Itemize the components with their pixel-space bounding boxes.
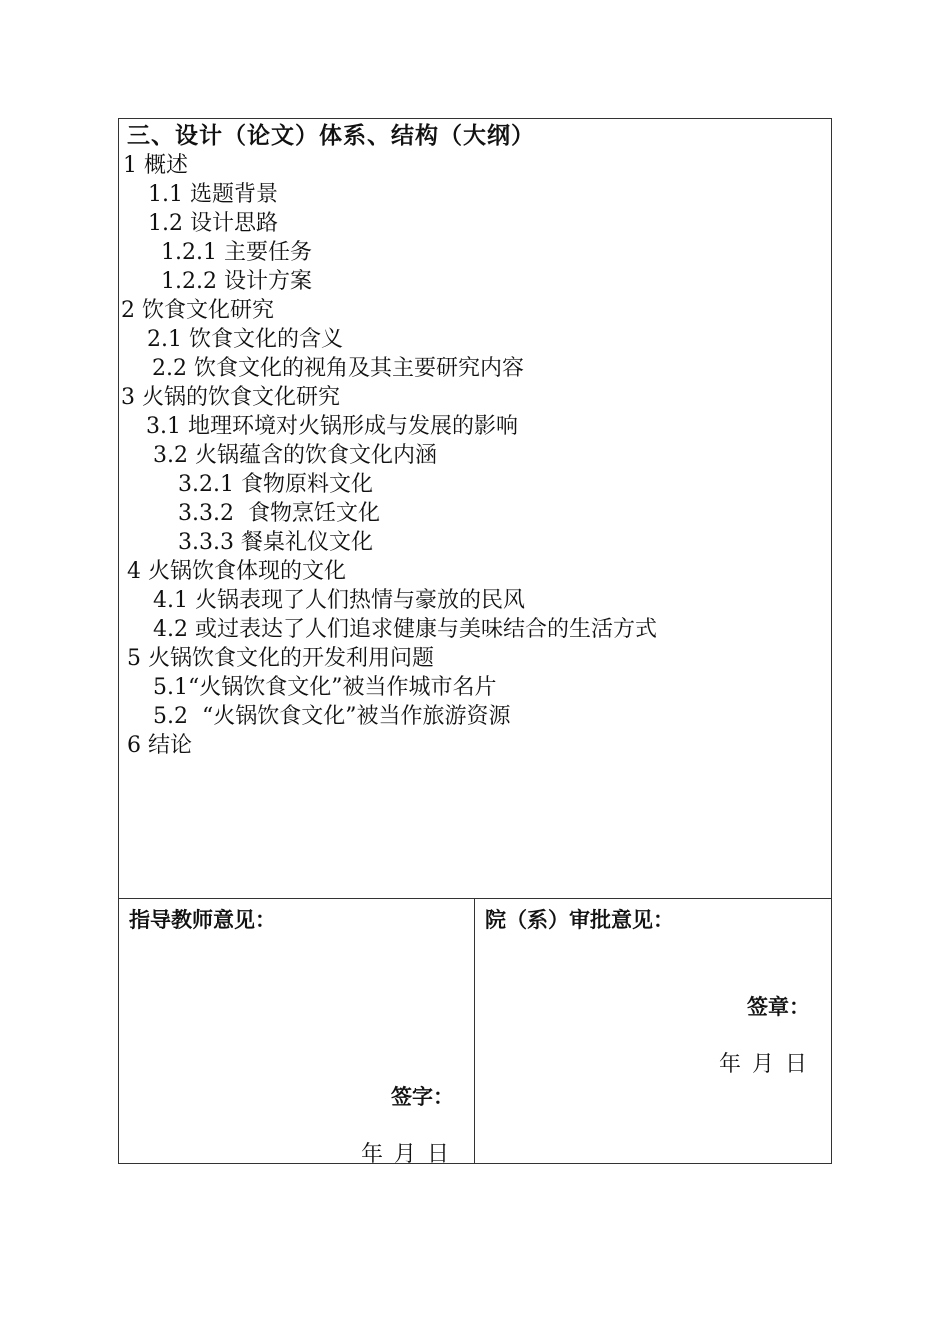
- outline-item: 6 结论: [127, 733, 192, 758]
- outline-item: 5.1“火锅饮食文化”被当作城市名片: [153, 675, 497, 700]
- outline-item: 2.2 饮食文化的视角及其主要研究内容: [152, 356, 524, 381]
- outline-item: 3.1 地理环境对火锅形成与发展的影响: [146, 414, 518, 439]
- advisor-opinion-cell: [119, 899, 475, 1167]
- advisor-sign-label: 签字：: [391, 1084, 454, 1109]
- department-approval-title: 院（系）审批意见：: [485, 907, 674, 932]
- outline-item: 4.1 火锅表现了人们热情与豪放的民风: [153, 588, 525, 613]
- outline-item: 4.2 或过表达了人们追求健康与美味结合的生活方式: [153, 617, 657, 642]
- outline-item: 1.2 设计思路: [148, 211, 278, 236]
- outline-item: 2 饮食文化研究: [121, 298, 274, 323]
- advisor-opinion-title: 指导教师意见：: [129, 907, 276, 932]
- outline-section: [119, 119, 831, 899]
- outline-item: 1.1 选题背景: [148, 182, 278, 207]
- outline-item: 3.2.1 食物原料文化: [178, 472, 373, 497]
- outline-item: 1.2.1 主要任务: [161, 240, 312, 265]
- outline-item: 3 火锅的饮食文化研究: [121, 385, 340, 410]
- section-heading: 三、设计（论文）体系、结构（大纲）: [127, 122, 535, 149]
- outline-item: 4 火锅饮食体现的文化: [127, 559, 346, 584]
- department-date: 年 月 日: [719, 1052, 809, 1077]
- outline-item: 3.2 火锅蕴含的饮食文化内涵: [153, 443, 437, 468]
- department-approval-cell: [475, 899, 831, 1163]
- form-table: [118, 118, 832, 1167]
- outline-item: 2.1 饮食文化的含义: [147, 327, 343, 352]
- outline-item: 5 火锅饮食文化的开发利用问题: [127, 646, 434, 671]
- outline-item: 1 概述: [123, 153, 188, 178]
- advisor-date: 年 月 日: [361, 1142, 451, 1167]
- department-sign-label: 签章：: [747, 994, 810, 1019]
- outline-item: 3.3.2 食物烹饪文化: [178, 501, 380, 526]
- outline-item: 3.3.3 餐桌礼仪文化: [178, 530, 373, 555]
- outline-item: 1.2.2 设计方案: [161, 269, 312, 294]
- outline-item: 5.2 “火锅饮食文化”被当作旅游资源: [153, 704, 511, 729]
